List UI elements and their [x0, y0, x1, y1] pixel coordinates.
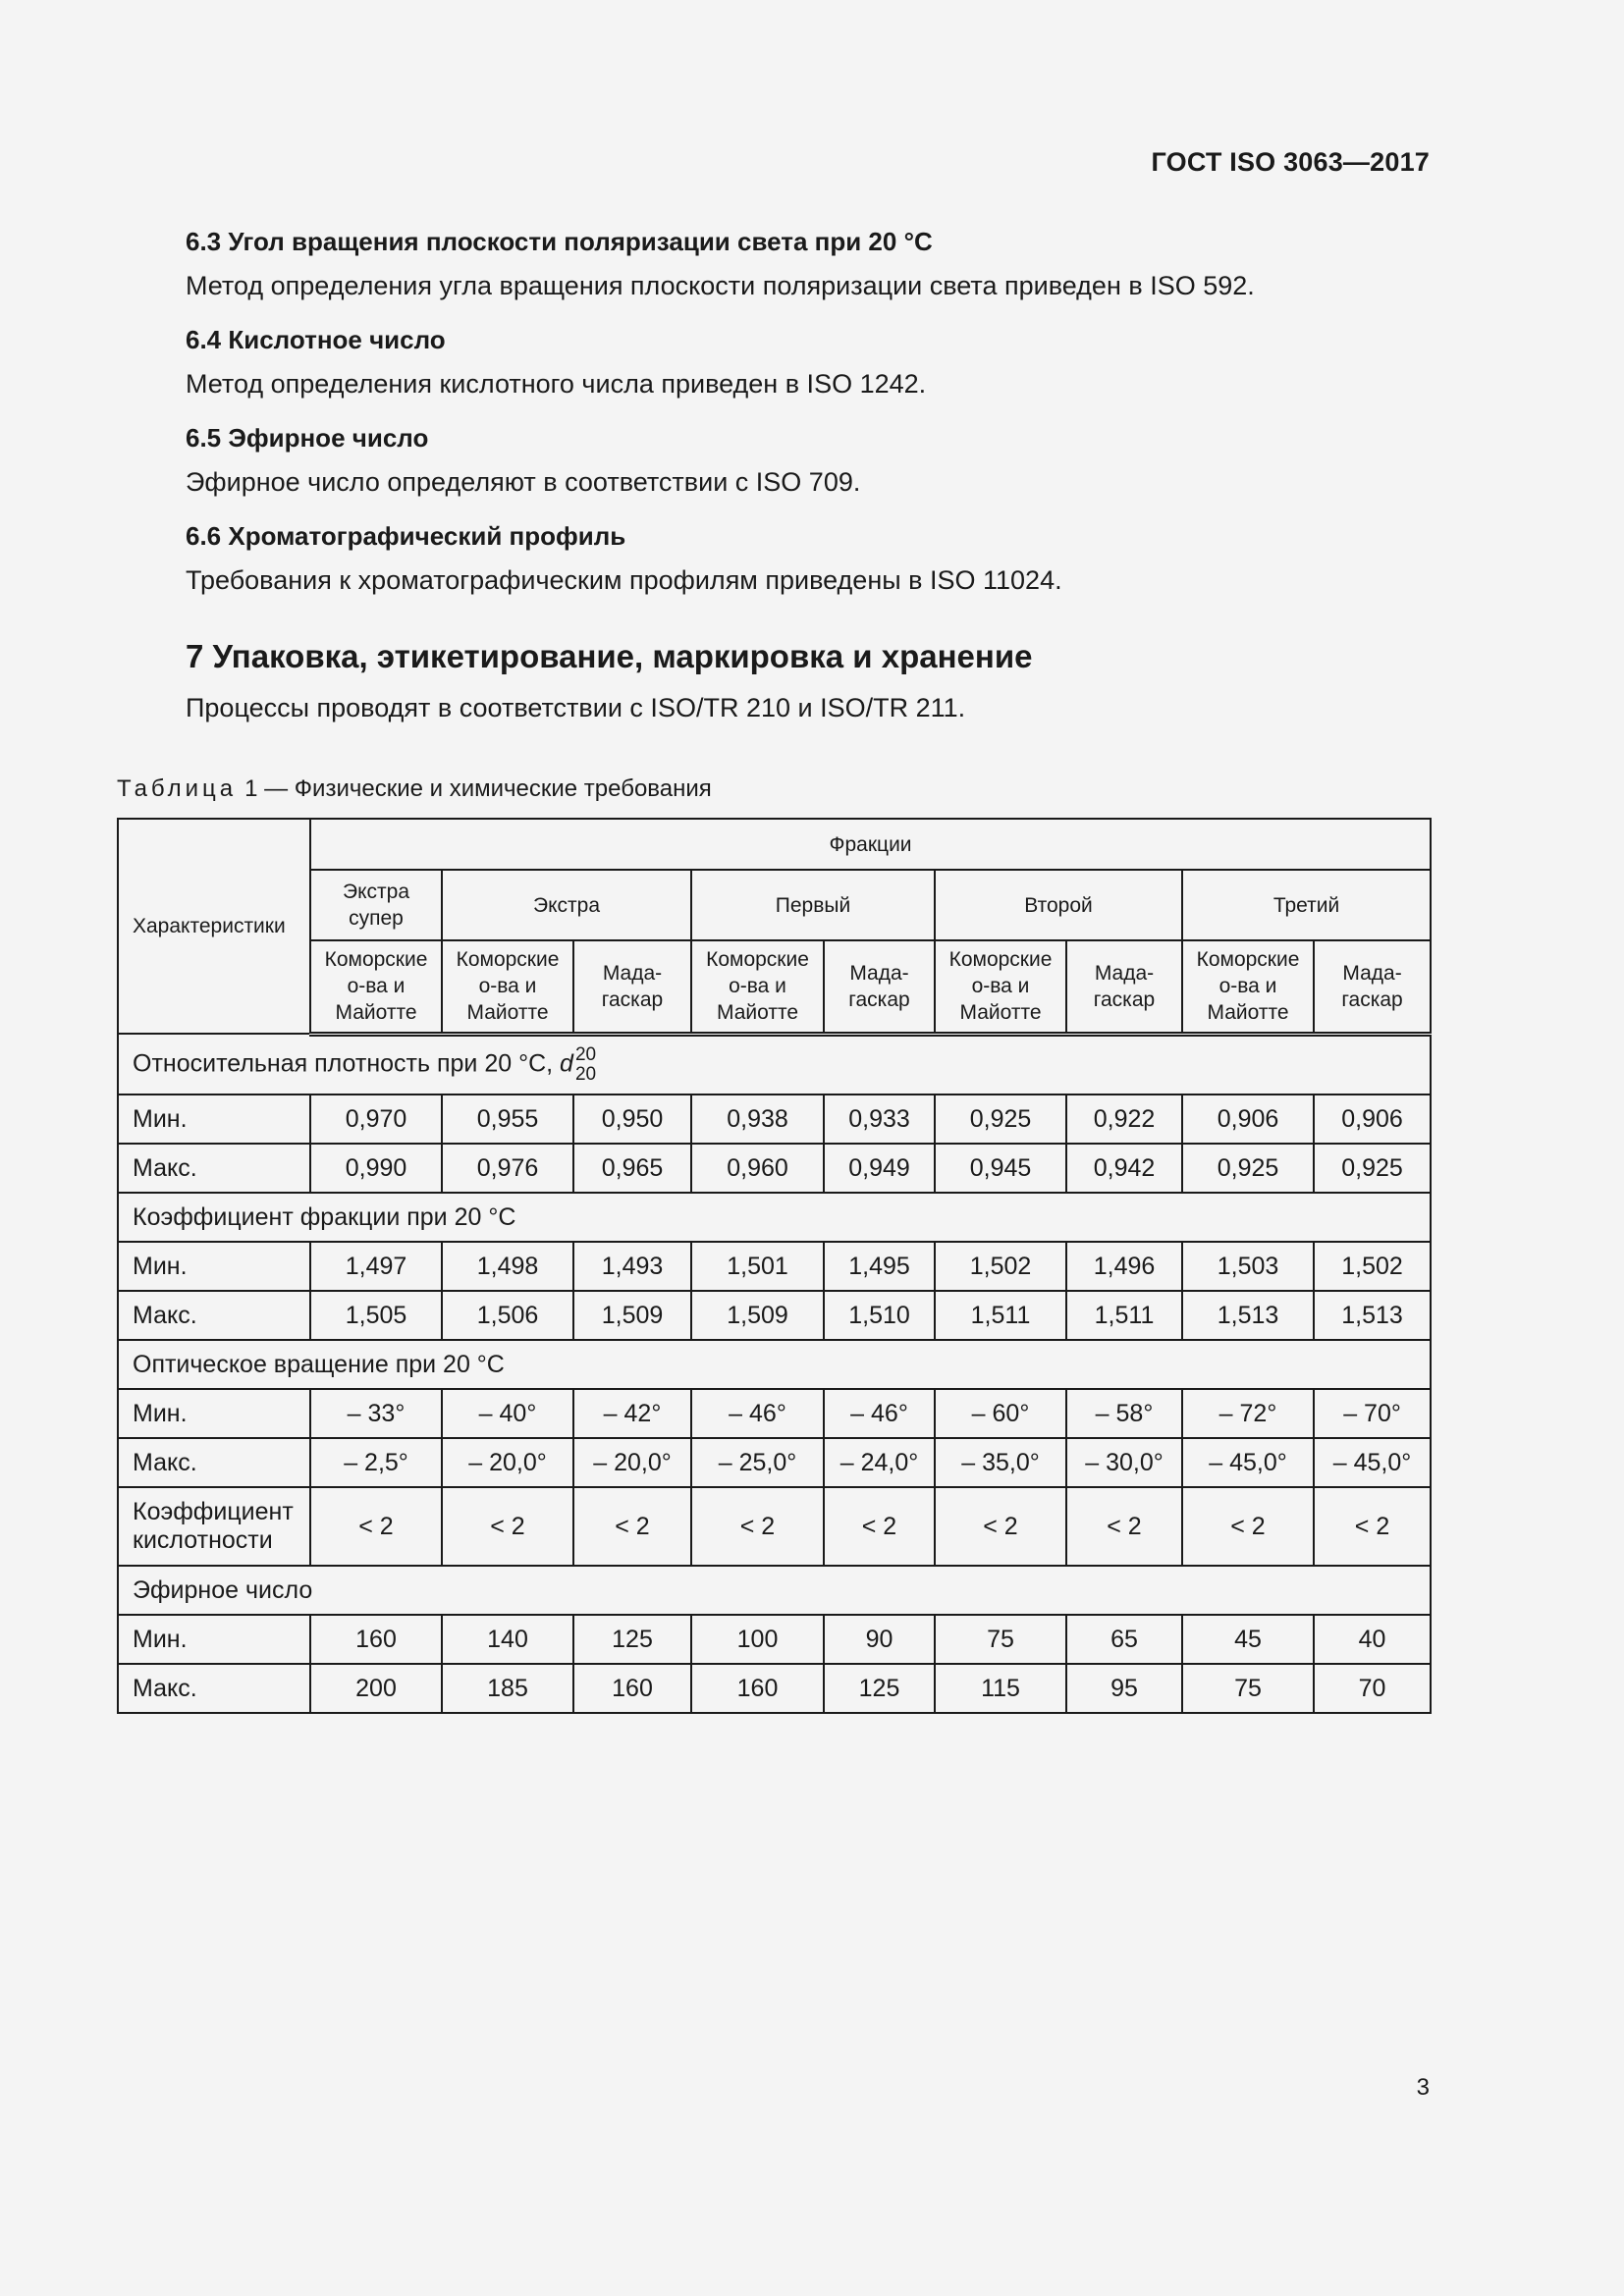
- row-label: Мин.: [118, 1095, 310, 1144]
- table-cell: 0,925: [1314, 1144, 1431, 1193]
- table-cell: 0,933: [824, 1095, 935, 1144]
- row-label: Макс.: [118, 1144, 310, 1193]
- origin-header: Коморские о-ва и Майотте: [310, 940, 442, 1034]
- density-sub: 20: [574, 1063, 597, 1085]
- table-cell: 65: [1066, 1615, 1182, 1664]
- document-body: [186, 222, 1433, 742]
- row-label: Мин.: [118, 1242, 310, 1291]
- table-cell: 0,925: [1182, 1144, 1314, 1193]
- table-cell: – 45,0°: [1314, 1438, 1431, 1487]
- table-cell: 1,513: [1182, 1291, 1314, 1340]
- density-symbol: d: [560, 1049, 573, 1078]
- table-cell: – 60°: [935, 1389, 1066, 1438]
- table-cell: 160: [310, 1615, 442, 1664]
- table-row: [118, 1615, 1431, 1664]
- table-cell: 1,496: [1066, 1242, 1182, 1291]
- table-cell: 1,509: [691, 1291, 824, 1340]
- table-cell: 0,925: [935, 1095, 1066, 1144]
- origin-header: Коморские о-ва и Майотте: [442, 940, 573, 1034]
- table-cell: 1,497: [310, 1242, 442, 1291]
- table-cell: 125: [824, 1664, 935, 1713]
- characteristics-header: Характеристики: [118, 819, 310, 1034]
- table-cell: – 24,0°: [824, 1438, 935, 1487]
- table-caption-text: 1 — Физические и химические требования: [244, 775, 712, 802]
- table-cell: 0,945: [935, 1144, 1066, 1193]
- table-cell: – 46°: [691, 1389, 824, 1438]
- group-density: [118, 1034, 1431, 1095]
- table-cell: < 2: [442, 1487, 573, 1566]
- table-cell: 45: [1182, 1615, 1314, 1664]
- table-cell: < 2: [1182, 1487, 1314, 1566]
- table-cell: – 2,5°: [310, 1438, 442, 1487]
- table-cell: 0,949: [824, 1144, 935, 1193]
- origin-header: Мада-гаскар: [573, 940, 691, 1034]
- table-row: [118, 1487, 1431, 1566]
- page-number: 3: [1416, 2074, 1430, 2101]
- table-cell: – 42°: [573, 1389, 691, 1438]
- section-heading-7: 7 Упаковка, этикетирование, маркировка и хранение: [186, 638, 1033, 674]
- table-cell: 70: [1314, 1664, 1431, 1713]
- table-cell: 0,960: [691, 1144, 824, 1193]
- table-caption-label: Таблица: [117, 775, 238, 802]
- table-cell: – 33°: [310, 1389, 442, 1438]
- table-cell: 1,503: [1182, 1242, 1314, 1291]
- table-cell: 0,955: [442, 1095, 573, 1144]
- table-cell: < 2: [1066, 1487, 1182, 1566]
- group-ester: Эфирное число: [118, 1566, 1431, 1615]
- table-cell: 160: [573, 1664, 691, 1713]
- table-cell: 0,990: [310, 1144, 442, 1193]
- table-cell: < 2: [310, 1487, 442, 1566]
- table-cell: – 40°: [442, 1389, 573, 1438]
- table-cell: 0,922: [1066, 1095, 1182, 1144]
- table-row: [118, 1389, 1431, 1438]
- table-cell: 75: [1182, 1664, 1314, 1713]
- row-label: Макс.: [118, 1438, 310, 1487]
- grade-header: Второй: [935, 870, 1182, 940]
- table-cell: 40: [1314, 1615, 1431, 1664]
- table-row: [118, 1242, 1431, 1291]
- table-cell: 160: [691, 1664, 824, 1713]
- table-cell: 90: [824, 1615, 935, 1664]
- table-row: [118, 1291, 1431, 1340]
- section-heading-6-6: 6.6 Хроматографический профиль: [186, 521, 626, 551]
- table-cell: < 2: [824, 1487, 935, 1566]
- grade-header: Экстра супер: [310, 870, 442, 940]
- table-cell: – 20,0°: [573, 1438, 691, 1487]
- table-cell: 0,942: [1066, 1144, 1182, 1193]
- table-row: [118, 1664, 1431, 1713]
- row-label: Макс.: [118, 1664, 310, 1713]
- section-text-6-3: Метод определения угла вращения плоскости поляризации света приведен в ISO 592.: [186, 271, 1255, 300]
- section-heading-6-5: 6.5 Эфирное число: [186, 423, 429, 453]
- table-cell: < 2: [691, 1487, 824, 1566]
- grade-header: Третий: [1182, 870, 1431, 940]
- table-cell: 115: [935, 1664, 1066, 1713]
- table-cell: 185: [442, 1664, 573, 1713]
- group-refraction: Коэффициент фракции при 20 °C: [118, 1193, 1431, 1242]
- grade-header: Экстра: [442, 870, 691, 940]
- table-cell: – 45,0°: [1182, 1438, 1314, 1487]
- fractions-header: Фракции: [310, 819, 1431, 870]
- section-heading-6-3: 6.3 Угол вращения плоскости поляризации света при 20 °C: [186, 227, 933, 256]
- table-cell: < 2: [1314, 1487, 1431, 1566]
- section-text-7: Процессы проводят в соответствии с ISO/TR 210 и ISO/TR 211.: [186, 693, 966, 722]
- table-cell: – 30,0°: [1066, 1438, 1182, 1487]
- table-cell: 1,513: [1314, 1291, 1431, 1340]
- origin-header: Коморские о-ва и Майотте: [1182, 940, 1314, 1034]
- origin-header: Коморские о-ва и Майотте: [935, 940, 1066, 1034]
- table-cell: 1,501: [691, 1242, 824, 1291]
- table-cell: 0,970: [310, 1095, 442, 1144]
- section-text-6-4: Метод определения кислотного числа приведен в ISO 1242.: [186, 369, 927, 399]
- table-cell: – 35,0°: [935, 1438, 1066, 1487]
- table-row: [118, 1438, 1431, 1487]
- row-label: Коэффициент кислотности: [118, 1487, 310, 1566]
- table-cell: 140: [442, 1615, 573, 1664]
- table-cell: 1,498: [442, 1242, 573, 1291]
- table-cell: 1,505: [310, 1291, 442, 1340]
- section-text-6-5: Эфирное число определяют в соответствии с ISO 709.: [186, 467, 861, 497]
- table-cell: 0,965: [573, 1144, 691, 1193]
- density-sup: 20: [574, 1043, 597, 1065]
- table-cell: – 20,0°: [442, 1438, 573, 1487]
- table-cell: 1,493: [573, 1242, 691, 1291]
- group-optical: Оптическое вращение при 20 °C: [118, 1340, 1431, 1389]
- table-cell: – 46°: [824, 1389, 935, 1438]
- table-cell: 1,502: [1314, 1242, 1431, 1291]
- table-cell: 0,906: [1182, 1095, 1314, 1144]
- origin-header: Мада-гаскар: [1314, 940, 1431, 1034]
- density-indices: [575, 1045, 596, 1085]
- row-label: Мин.: [118, 1615, 310, 1664]
- table-cell: – 72°: [1182, 1389, 1314, 1438]
- table-cell: – 25,0°: [691, 1438, 824, 1487]
- requirements-table: [117, 818, 1432, 1714]
- table-cell: – 58°: [1066, 1389, 1182, 1438]
- grade-header: Первый: [691, 870, 935, 940]
- table-cell: 1,506: [442, 1291, 573, 1340]
- table-cell: 200: [310, 1664, 442, 1713]
- table-cell: 95: [1066, 1664, 1182, 1713]
- table-cell: 0,938: [691, 1095, 824, 1144]
- table-caption: [117, 775, 712, 803]
- table-cell: < 2: [573, 1487, 691, 1566]
- origin-header: Мада-гаскар: [824, 940, 935, 1034]
- table-cell: 0,906: [1314, 1095, 1431, 1144]
- table-cell: 1,495: [824, 1242, 935, 1291]
- table-cell: 0,976: [442, 1144, 573, 1193]
- table-cell: 75: [935, 1615, 1066, 1664]
- table-cell: 100: [691, 1615, 824, 1664]
- row-label: Макс.: [118, 1291, 310, 1340]
- table-cell: < 2: [935, 1487, 1066, 1566]
- table-cell: 1,509: [573, 1291, 691, 1340]
- origin-header: Мада-гаскар: [1066, 940, 1182, 1034]
- table-cell: 0,950: [573, 1095, 691, 1144]
- table-row: [118, 1095, 1431, 1144]
- row-label: Мин.: [118, 1389, 310, 1438]
- table-cell: 1,511: [1066, 1291, 1182, 1340]
- table-row: [118, 1144, 1431, 1193]
- document-code: ГОСТ ISO 3063—2017: [1151, 147, 1430, 177]
- table-cell: 1,511: [935, 1291, 1066, 1340]
- section-heading-6-4: 6.4 Кислотное число: [186, 325, 446, 354]
- section-text-6-6: Требования к хроматографическим профилям приведены в ISO 11024.: [186, 565, 1062, 595]
- origin-header: Коморские о-ва и Майотте: [691, 940, 824, 1034]
- table-cell: 1,502: [935, 1242, 1066, 1291]
- density-label: Относительная плотность при 20 °C,: [133, 1049, 554, 1078]
- table-cell: 1,510: [824, 1291, 935, 1340]
- table-cell: 125: [573, 1615, 691, 1664]
- table-cell: – 70°: [1314, 1389, 1431, 1438]
